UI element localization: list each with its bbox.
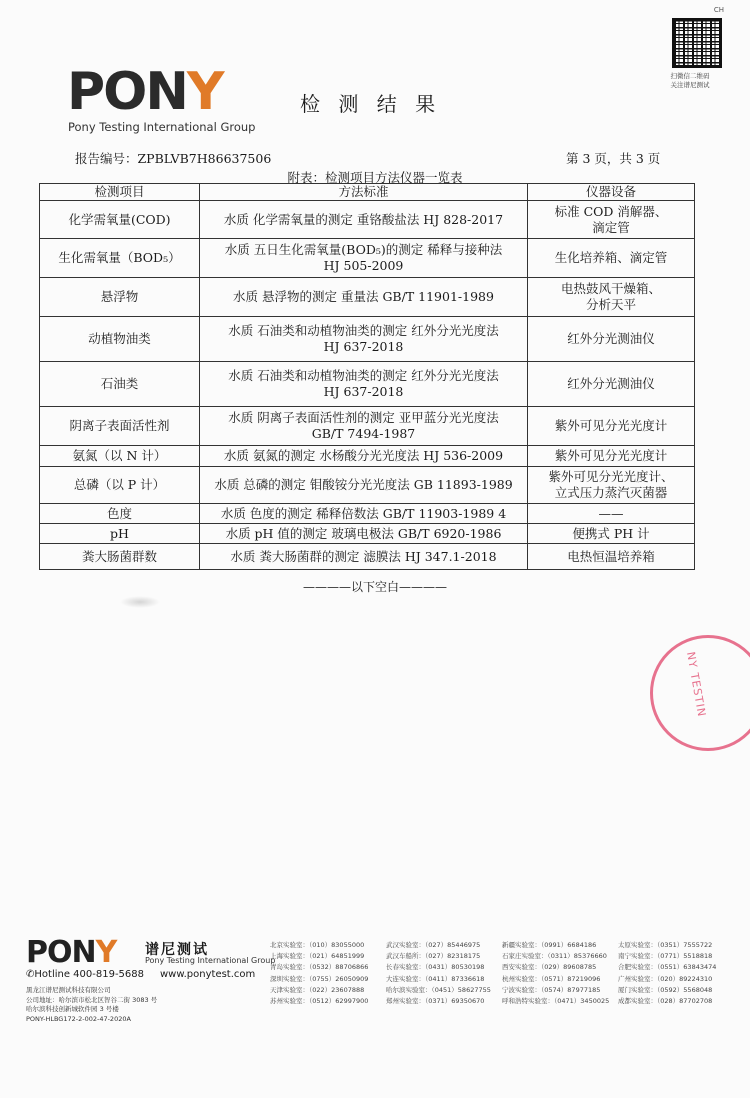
qr-note — [654, 72, 726, 90]
lab-entry: 武汉实验室：（027）85446975 — [386, 941, 481, 949]
table-title: 附表：检测项目方法仪器一览表 — [287, 170, 463, 185]
lab-entry: 太原实验室：（0351）7555722 — [618, 941, 713, 949]
table-row — [40, 278, 695, 317]
cell-method-line: 水质 粪大肠菌群的测定 滤膜法 HJ 347.1-2018 — [230, 548, 497, 564]
cell-method-line: HJ 637-2018 — [323, 339, 404, 354]
cell-equipment-line: 紫外可见分光光度计 — [554, 418, 668, 433]
qr-note-line: 关注谱尼测试 — [670, 81, 710, 89]
lab-directory — [270, 940, 730, 1007]
table-row — [40, 201, 695, 239]
lab-entry: 上海实验室：（021）64851999 — [270, 952, 365, 961]
seal-text: NY TESTIN — [683, 650, 709, 719]
address-line: 公司地址：哈尔滨市松北区智谷二街 3083 号 — [26, 995, 158, 1004]
table-row — [40, 239, 695, 278]
address-line: 黑龙江谱尼测试科技有限公司 — [26, 986, 111, 994]
cell-method — [200, 201, 528, 239]
cell-equipment — [528, 407, 695, 446]
cell-method — [200, 278, 528, 317]
cell-equipment — [528, 467, 695, 504]
cell-method-line: 水质 氨氮的测定 水杨酸分光光度法 HJ 536-2009 — [223, 448, 504, 463]
cell-method — [200, 317, 528, 362]
cell-item: 动植物油类 — [40, 317, 200, 362]
end-note: ————以下空白———— — [302, 580, 447, 594]
lab-entry: 宁波实验室：（0574）87977185 — [502, 985, 601, 994]
page-number: 第 3 页，共 3 页 — [566, 151, 661, 166]
cell-equipment — [528, 362, 695, 407]
methods-table — [39, 183, 695, 570]
footer-logo-text: PON — [26, 935, 96, 970]
cell-method-line: HJ 505-2009 — [323, 258, 404, 273]
cell-equipment-line: 电热恒温培养箱 — [567, 548, 655, 564]
lab-entry: 武汉车船所：（027）82318175 — [386, 952, 481, 961]
corner-mark: CH — [713, 6, 724, 14]
report-number: 报告编号：ZPBLVB7H86637506 — [75, 151, 272, 166]
cell-method-line: HJ 637-2018 — [323, 384, 404, 399]
cell-method-line: 水质 色度的测定 稀释倍数法 GB/T 11903-1989 4 — [220, 505, 507, 521]
qr-code-icon — [672, 18, 722, 68]
lab-entry: 合肥实验室：（0551）63843474 — [618, 963, 717, 972]
cell-item: 粪大肠菌群数 — [40, 544, 200, 570]
lab-entry: 哈尔滨实验室：（0451）58627755 — [386, 985, 491, 994]
header-item: 检测项目 — [40, 184, 200, 201]
table-row — [40, 317, 695, 362]
cell-item: 阴离子表面活性剂 — [40, 407, 200, 446]
address-line: PONY-HLBG172-2-002-47-2020A — [26, 1014, 131, 1023]
cell-item: 化学需氧量(COD) — [40, 201, 200, 239]
cell-equipment — [528, 504, 695, 524]
cell-method — [200, 544, 528, 570]
cell-method-line: 水质 化学需氧量的测定 重铬酸盐法 HJ 828-2017 — [223, 211, 504, 227]
table-row — [40, 504, 695, 524]
footer-logo — [26, 935, 117, 970]
lab-entry: 新疆实验室：（0991）6684186 — [502, 941, 597, 949]
table-row — [40, 362, 695, 407]
cell-item: 石油类 — [40, 362, 200, 407]
cell-item: pH — [40, 524, 200, 544]
cell-equipment-line: 便携式 PH 计 — [572, 525, 650, 541]
footer-brand-cn: 谱尼测试 — [145, 942, 209, 958]
table-row — [40, 446, 695, 467]
lab-entry: 天津实验室：（022）23607888 — [270, 985, 365, 994]
company-seal — [650, 635, 750, 751]
table-header-row — [40, 184, 695, 201]
cell-method — [200, 407, 528, 446]
cell-method-line: 水质 总磷的测定 钼酸铵分光光度法 GB 11893-1989 — [214, 477, 513, 492]
table-row — [40, 544, 695, 570]
logo-subtitle: Pony Testing International Group — [68, 120, 256, 134]
cell-equipment — [528, 446, 695, 467]
cell-equipment-line: 紫外可见分光光度计、 — [548, 469, 674, 484]
cell-equipment — [528, 278, 695, 317]
lab-entry: 厦门实验室：（0592）5568048 — [618, 985, 713, 994]
cell-method — [200, 524, 528, 544]
lab-entry: 广州实验室：（020）89224310 — [618, 974, 713, 983]
lab-entry: 呼和浩特实验室：（0471）3450025 — [502, 997, 610, 1006]
cell-method-line: 水质 石油类和动植物油类的测定 红外分光光度法 — [228, 323, 499, 338]
header-method: 方法标准 — [200, 184, 528, 201]
cell-equipment — [528, 317, 695, 362]
cell-equipment-line: 红外分光测油仪 — [567, 331, 655, 346]
pony-logo — [67, 62, 223, 122]
lab-entry: 石家庄实验室：（0311）85376660 — [502, 952, 607, 961]
cell-equipment — [528, 544, 695, 570]
lab-entry: 杭州实验室：（0571）87219096 — [502, 974, 601, 983]
lab-entry: 南宁实验室：（0771）5518818 — [618, 952, 713, 961]
footer-brand-en: Pony Testing International Group — [145, 956, 276, 965]
document-title: 检 测 结 果 — [300, 92, 442, 116]
lab-entry: 深圳实验室：（0755）26050909 — [270, 974, 369, 983]
cell-method — [200, 446, 528, 467]
scan-smudge — [120, 596, 160, 608]
cell-method — [200, 239, 528, 278]
address-line: 哈尔滨科技创新城软件园 3 号楼 — [26, 1005, 119, 1013]
logo-text: PON — [67, 62, 187, 122]
lab-entry: 成都实验室：（028）87702708 — [618, 997, 713, 1006]
cell-equipment — [528, 201, 695, 239]
lab-entry: 长春实验室：（0431）80530198 — [386, 963, 485, 972]
cell-equipment — [528, 239, 695, 278]
cell-method — [200, 362, 528, 407]
lab-entry: 青岛实验室：（0532）88706866 — [270, 963, 369, 972]
cell-equipment-line: —— — [598, 505, 624, 521]
cell-equipment-line: 电热鼓风干燥箱、 — [560, 281, 661, 296]
table-row — [40, 524, 695, 544]
lab-entry: 西安实验室：（029）89608785 — [502, 963, 597, 972]
table-row — [40, 467, 695, 504]
cell-item: 生化需氧量（BOD₅） — [40, 239, 200, 278]
cell-item: 悬浮物 — [40, 278, 200, 317]
website: www.ponytest.com — [160, 969, 256, 980]
cell-equipment-line: 生化培养箱、滴定管 — [554, 250, 668, 265]
cell-item: 氨氮（以 N 计） — [40, 446, 200, 467]
cell-method-line: 水质 石油类和动植物油类的测定 红外分光光度法 — [228, 368, 499, 383]
cell-equipment-line: 标准 COD 消解器、 — [554, 203, 668, 219]
cell-method-line: 水质 阴离子表面活性剂的测定 亚甲蓝分光光度法 — [228, 410, 499, 425]
cell-item: 色度 — [40, 504, 200, 524]
lab-entry: 大连实验室：（0411）87336618 — [386, 974, 485, 983]
header-equipment: 仪器设备 — [528, 184, 695, 201]
qr-note-line: 扫微信二维码 — [670, 72, 710, 80]
cell-equipment-line: 红外分光测油仪 — [567, 376, 655, 391]
cell-item: 总磷（以 P 计） — [40, 467, 200, 504]
footer-logo-y-letter: Y — [95, 935, 117, 970]
cell-method-line: 水质 悬浮物的测定 重量法 GB/T 11901-1989 — [233, 289, 494, 304]
cell-method-line: 水质 五日生化需氧量(BOD₅)的测定 稀释与接种法 — [224, 242, 503, 257]
lab-entry: 郑州实验室：（0371）69350670 — [386, 997, 485, 1006]
logo-y-letter: Y — [186, 62, 223, 122]
company-address — [26, 986, 157, 1024]
cell-equipment-line: 立式压力蒸汽灭菌器 — [554, 485, 668, 500]
cell-method-line: GB/T 7494-1987 — [311, 426, 416, 441]
cell-equipment-line: 滴定管 — [592, 219, 630, 235]
cell-method — [200, 467, 528, 504]
lab-entry: 苏州实验室：（0512）62997900 — [270, 997, 369, 1006]
cell-equipment-line: 紫外可见分光光度计 — [554, 448, 668, 463]
lab-entry: 北京实验室：（010）83055000 — [270, 941, 365, 949]
cell-equipment — [528, 524, 695, 544]
cell-method — [200, 504, 528, 524]
cell-equipment-line: 分析天平 — [585, 297, 636, 312]
table-row — [40, 407, 695, 446]
hotline: ✆Hotline 400-819-5688 — [26, 969, 145, 980]
cell-method-line: 水质 pH 值的测定 玻璃电极法 GB/T 6920-1986 — [225, 525, 502, 541]
